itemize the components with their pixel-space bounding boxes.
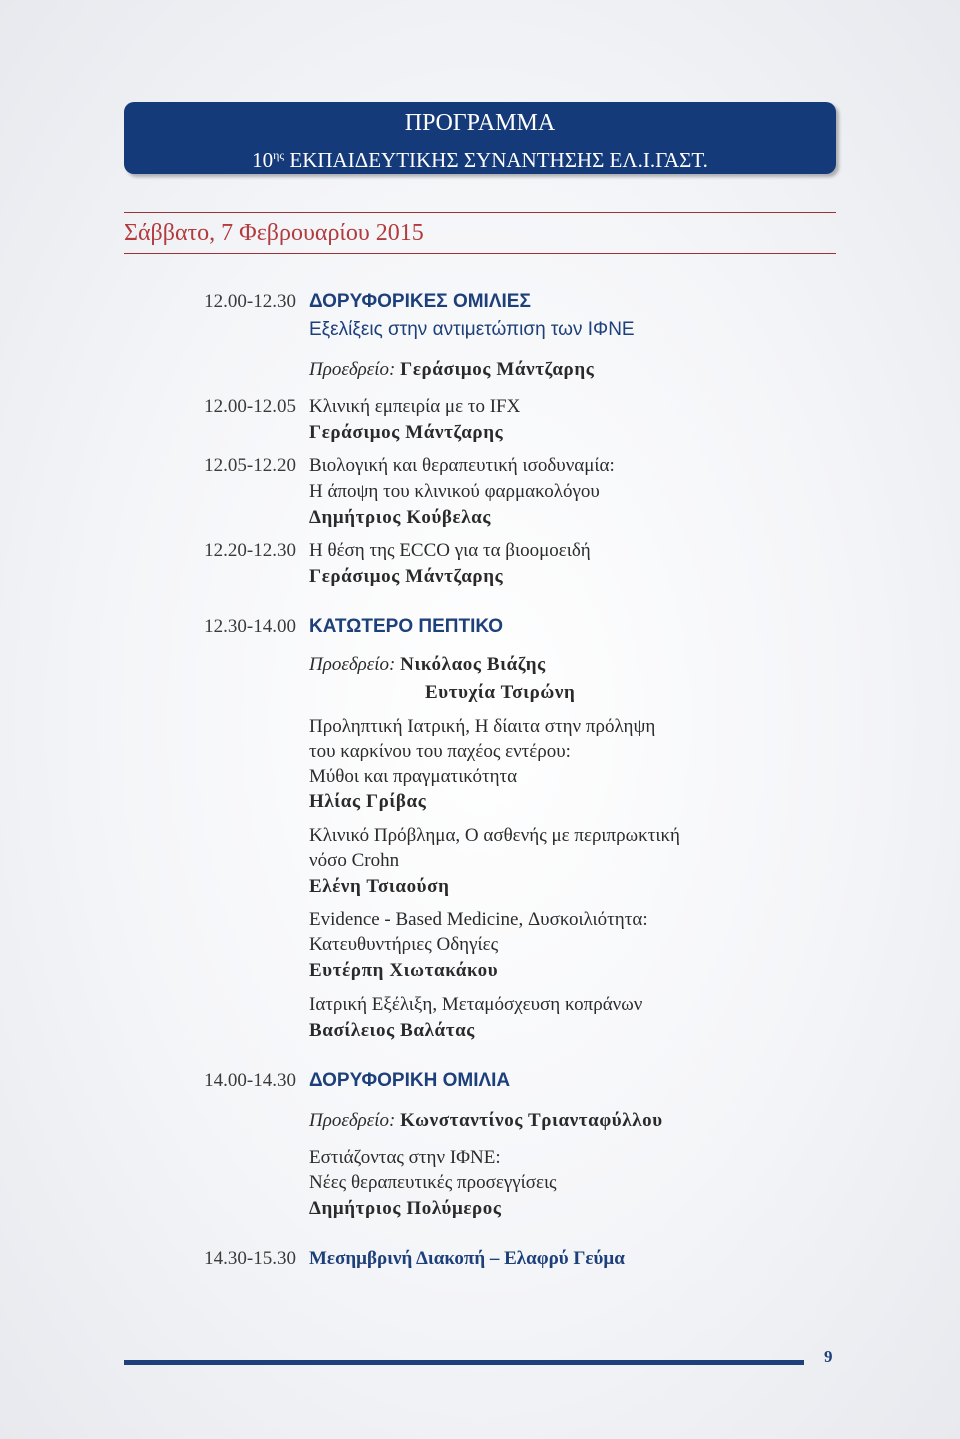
talk-title: Η άποψη του κλινικού φαρμακολόγου [309,481,600,502]
talk-title: Κλινικό Πρόβλημα, Ο ασθενής με περιπρωκτική [309,825,680,846]
talk-speaker: Γεράσιμος Μάντζαρης [309,422,504,443]
talk-speaker: Ηλίας Γρίβας [309,791,427,812]
talk-title: Κατευθυντήριες Οδηγίες [309,934,499,955]
session-chair [309,1110,663,1132]
talk-title: Η θέση της ECCO για τα βιοομοειδή [309,540,591,561]
date-bottom-rule [124,253,836,254]
talk-speaker: Ευτέρπη Χιωτακάκου [309,960,499,981]
talk-title: Προληπτική Ιατρική, Η δίαιτα στην πρόληψη [309,716,656,737]
talk-title: του καρκίνου του παχέος εντέρου: [309,741,571,762]
talk-title: Evidence - Based Medicine, Δυσκοιλιότητα: [309,909,648,930]
program-banner [124,102,836,174]
banner-title: ΠΡΟΓΡΑΜΜΑ [404,110,556,136]
program-date: Σάββατο, 7 Φεβρουαρίου 2015 [124,220,424,246]
session-chair [309,359,594,381]
talk-speaker: Δημήτριος Πολύμερος [309,1198,502,1219]
talk-time: 12.20-12.30 [204,540,296,561]
talk-time: 12.05-12.20 [204,455,296,476]
session-time: 12.30-14.00 [204,616,296,637]
talk-speaker: Γεράσιμος Μάντζαρης [309,566,504,587]
talk-title: Νέες θεραπευτικές προσεγγίσεις [309,1172,557,1193]
session-title: ΔΟΡΥΦΟΡΙΚΕΣ ΟΜΙΛΙΕΣ [309,291,531,312]
talk-speaker: Ελένη Τσιαούση [309,876,450,897]
talk-speaker: Δημήτριος Κούβελας [309,507,492,528]
talk-title: Βιολογική και θεραπευτική ισοδυναμία: [309,455,615,476]
banner-subtitle-number: 10 [252,148,274,172]
talk-title: Ιατρική Εξέλιξη, Μεταμόσχευση κοπράνων [309,994,643,1015]
talk-speaker: Βασίλειος Βαλάτας [309,1020,475,1041]
chair-name: Γεράσιμος Μάντζαρης [400,359,595,380]
session-time: 12.00-12.30 [204,291,296,312]
session-title: ΚΑΤΩΤΕΡΟ ΠΕΠΤΙΚΟ [309,616,503,637]
banner-subtitle-superscript: ης [273,148,285,162]
talk-title: Εστιάζοντας στην ΙΦΝΕ: [309,1147,501,1168]
talk-title: Κλινική εμπειρία με το IFX [309,396,521,417]
date-top-rule [124,212,836,213]
talk-title: Μύθοι και πραγματικότητα [309,766,518,787]
chair-label: Προεδρείο: [309,359,396,380]
session-time: 14.00-14.30 [204,1070,296,1091]
break-title: Μεσημβρινή Διακοπή – Ελαφρύ Γεύμα [309,1248,625,1269]
session-subtitle: Εξελίξεις στην αντιμετώπιση των ΙΦΝΕ [309,319,635,340]
chair-label: Προεδρείο: [309,654,396,675]
page-number: 9 [824,1347,833,1366]
session-title: ΔΟΡΥΦΟΡΙΚΗ ΟΜΙΛΙΑ [309,1070,511,1091]
banner-subtitle-text: ΕΚΠΑΙΔΕΥΤΙΚΗΣ ΣΥΝΑΝΤΗΣΗΣ ΕΛ.Ι.ΓΑΣΤ. [284,148,708,172]
break-time: 14.30-15.30 [204,1248,296,1269]
chair-name: Ευτυχία Τσιρώνη [425,682,576,703]
session-chair [309,654,546,676]
footer-rule [124,1360,804,1365]
chair-name: Νικόλαος Βιάζης [400,654,546,675]
chair-name: Κωνσταντίνος Τριανταφύλλου [400,1110,663,1131]
chair-label: Προεδρείο: [309,1110,396,1131]
talk-title: νόσο Crohn [309,850,400,871]
talk-time: 12.00-12.05 [204,396,296,417]
banner-subtitle [124,142,836,173]
